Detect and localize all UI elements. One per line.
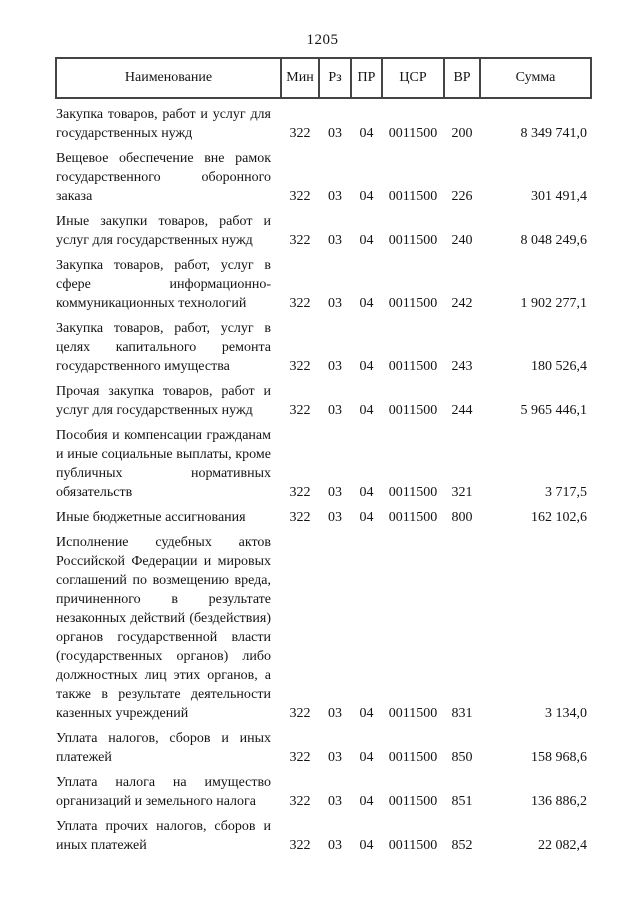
table-header: [56, 58, 591, 98]
row-pr: 04: [359, 794, 374, 809]
row-sum: 22 082,4: [538, 838, 587, 853]
row-name: Иные закупки товаров, работ и услуг для государственных нужд: [56, 214, 271, 248]
table-row: [56, 313, 591, 376]
row-name: Пособия и компенсации гражданам и иные социальные выплаты, кроме публичных нормативных обязательств: [56, 428, 271, 500]
column-header-rz: Рз: [319, 58, 351, 98]
row-rz: 03: [328, 706, 342, 721]
row-vr: 321: [451, 485, 473, 500]
row-name: Вещевое обеспечение вне рамок государственного оборонного заказа: [56, 151, 271, 204]
row-pr: 04: [359, 485, 374, 500]
row-pr: 04: [359, 189, 374, 204]
table-row: [56, 723, 591, 767]
row-vr: 244: [451, 403, 473, 418]
row-sum: 158 968,6: [531, 750, 587, 765]
row-sum: 8 048 249,6: [520, 233, 587, 248]
row-vr: 243: [451, 359, 473, 374]
row-csr: 0011500: [388, 838, 438, 853]
row-sum: 3 134,0: [545, 706, 587, 721]
row-sum: 1 902 277,1: [520, 296, 587, 311]
table-row: [56, 143, 591, 206]
row-min: 322: [289, 233, 311, 248]
row-rz: 03: [328, 233, 342, 248]
row-min: 322: [289, 189, 311, 204]
row-vr: 852: [451, 838, 473, 853]
table-row: [56, 811, 591, 855]
row-csr: 0011500: [388, 794, 438, 809]
column-header-name: Наименование: [56, 58, 281, 98]
table-row: [56, 376, 591, 420]
row-csr: 0011500: [388, 485, 438, 500]
row-min: 322: [289, 403, 311, 418]
row-sum: 136 886,2: [531, 794, 587, 809]
table-row: [56, 527, 591, 723]
row-csr: 0011500: [388, 510, 438, 525]
row-pr: 04: [359, 359, 374, 374]
row-name: Исполнение судебных актов Российской Федерации и мировых соглашений по возмещению вреда, причиненного в результате незаконных действий (бездействия) органов государственной власти (государственных органов) либо должностных лиц этих органов, а также в результате деятельности казенных учреждений: [56, 535, 271, 721]
row-name: Закупка товаров, работ, услуг в целях капитального ремонта государственного имущества: [56, 321, 271, 374]
table-row: [56, 420, 591, 502]
row-rz: 03: [328, 485, 342, 500]
row-pr: 04: [359, 750, 374, 765]
row-name: Уплата прочих налогов, сборов и иных платежей: [56, 819, 271, 853]
row-name: Уплата налога на имущество организаций и земельного налога: [56, 775, 271, 809]
row-name: Закупка товаров, работ и услуг для государственных нужд: [56, 107, 271, 141]
row-name: Прочая закупка товаров, работ и услуг для государственных нужд: [56, 384, 271, 418]
row-pr: 04: [359, 403, 374, 418]
row-min: 322: [289, 750, 311, 765]
row-sum: 180 526,4: [531, 359, 587, 374]
row-pr: 04: [359, 233, 374, 248]
table-row: [56, 206, 591, 250]
row-vr: 831: [451, 706, 473, 721]
row-csr: 0011500: [388, 750, 438, 765]
row-pr: 04: [359, 838, 374, 853]
table-row: [56, 502, 591, 527]
row-csr: 0011500: [388, 706, 438, 721]
row-name: Уплата налогов, сборов и иных платежей: [56, 731, 271, 765]
column-header-vr: ВР: [444, 58, 480, 98]
column-header-csr: ЦСР: [382, 58, 444, 98]
row-min: 322: [289, 126, 311, 141]
row-vr: 226: [451, 189, 473, 204]
row-sum: 8 349 741,0: [520, 126, 587, 141]
document-page: [55, 0, 590, 855]
row-sum: 3 717,5: [545, 485, 587, 500]
row-csr: 0011500: [388, 189, 438, 204]
column-header-pr: ПР: [351, 58, 382, 98]
row-rz: 03: [328, 510, 342, 525]
row-rz: 03: [328, 296, 342, 311]
table-body: [56, 98, 591, 855]
row-rz: 03: [328, 126, 342, 141]
row-vr: 200: [451, 126, 473, 141]
row-pr: 04: [359, 126, 374, 141]
row-min: 322: [289, 706, 311, 721]
row-sum: 301 491,4: [531, 189, 587, 204]
row-rz: 03: [328, 838, 342, 853]
page-number: 1205: [306, 32, 339, 48]
row-min: 322: [289, 359, 311, 374]
row-pr: 04: [359, 510, 374, 525]
row-vr: 242: [451, 296, 473, 311]
row-csr: 0011500: [388, 403, 438, 418]
row-rz: 03: [328, 359, 342, 374]
row-min: 322: [289, 794, 311, 809]
row-csr: 0011500: [388, 296, 438, 311]
row-vr: 800: [451, 510, 473, 525]
table-row: [56, 250, 591, 313]
row-name: Иные бюджетные ассигнования: [56, 510, 246, 525]
row-pr: 04: [359, 706, 374, 721]
column-header-min: Мин: [281, 58, 319, 98]
row-min: 322: [289, 510, 311, 525]
row-csr: 0011500: [388, 359, 438, 374]
row-csr: 0011500: [388, 233, 438, 248]
row-min: 322: [289, 485, 311, 500]
row-csr: 0011500: [388, 126, 438, 141]
row-min: 322: [289, 296, 311, 311]
row-name: Закупка товаров, работ, услуг в сфере информационно-коммуникационных технологий: [56, 258, 271, 311]
row-vr: 850: [451, 750, 473, 765]
table-row: [56, 767, 591, 811]
table-row: [56, 98, 591, 143]
row-pr: 04: [359, 296, 374, 311]
row-vr: 851: [451, 794, 473, 809]
row-rz: 03: [328, 189, 342, 204]
row-rz: 03: [328, 750, 342, 765]
row-sum: 162 102,6: [531, 510, 587, 525]
row-sum: 5 965 446,1: [520, 403, 587, 418]
table-header-row: [56, 58, 591, 98]
row-min: 322: [289, 838, 311, 853]
row-rz: 03: [328, 794, 342, 809]
row-vr: 240: [451, 233, 473, 248]
row-rz: 03: [328, 403, 342, 418]
column-header-sum: Сумма: [480, 58, 591, 98]
budget-table: [55, 57, 592, 855]
